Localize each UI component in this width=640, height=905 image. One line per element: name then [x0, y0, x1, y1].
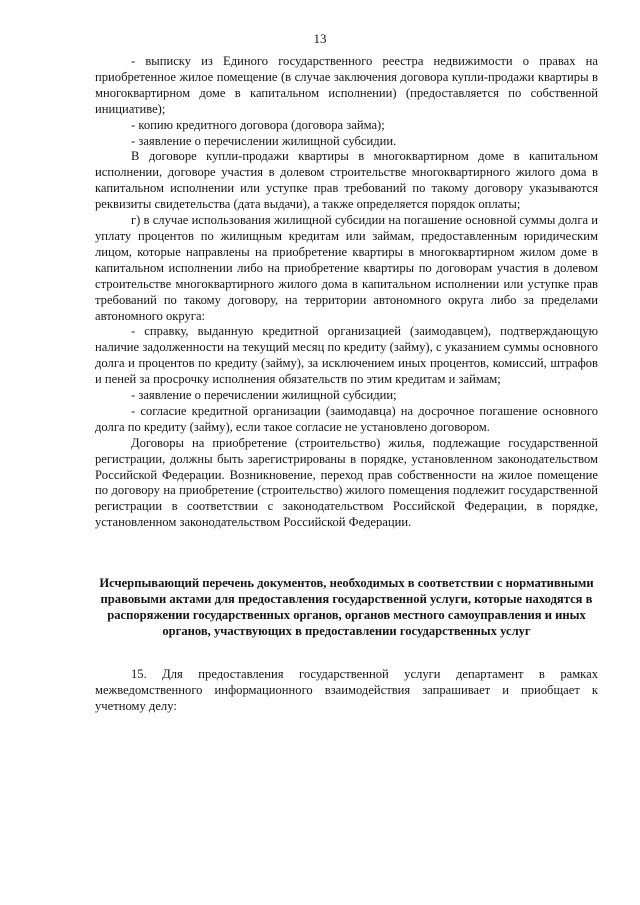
paragraph-lender-consent: - согласие кредитной организации (заимодавца) на досрочное погашение основного долга по кредиту (займу), если такое согласие не установлено договором.	[95, 403, 598, 434]
section-heading: Исчерпывающий перечень документов, необходимых в соответствии с нормативными правовыми актами для предоставления государственной услуги, которые находятся в распоряжении государственных органов, органов местного самоуправления и иных органов, участвующих в предоставлении государственных услуг	[99, 576, 594, 638]
body-text	[95, 54, 598, 531]
paragraph-state-registration: Договоры на приобретение (строительство) жилья, подлежащие государственной регистрации, должны быть зарегистрированы в порядке, установленном законодательством Российской Федерации. Возникновение, переход прав собственности на жилое помещение по договору на приобретение (строительство) жилого помещения подлежит государственной регистрации в соответствии с законодательством Российской Федерации, в порядке, установленном законодательством Российской Федерации.	[95, 435, 598, 530]
paragraph-item-g: г) в случае использования жилищной субсидии на погашение основной суммы долга и уплату процентов по жилищным кредитам или займам, предоставленным юридическим лицом, которые направлены на приобретение квартиры в многоквартирном жилом доме в капитальном исполнении либо на приобретение квартиры по договорам участия в долевом строительстве многоквартирного жилого дома в капитальном исполнении или уступке прав требований по такому договору, на территории автономного округа либо за пределами автономного округа:	[95, 213, 598, 323]
paragraph-subsidy-transfer-application-2: - заявление о перечислении жилищной субсидии;	[131, 388, 397, 403]
paragraph-contract-requisites: В договоре купли-продажи квартиры в многоквартирном доме в капитальном исполнении, договоре участия в долевом строительстве многоквартирного жилого дома в капитальном исполнении или уступке прав требований по такому договору указываются реквизиты свидетельства (дата выдачи), а также определяется порядок оплаты;	[95, 149, 598, 212]
paragraph-lender-certificate: - справку, выданную кредитной организацией (заимодавцем), подтверждающую наличие задолженности на текущий месяц по кредиту (займу), с указанием суммы основного долга и процентов по кредиту (займу), за исключением иных процентов, комиссий, штрафов и пеней за просрочку исполнения обязательств по этим кредитам и займам;	[95, 324, 598, 387]
paragraph-credit-agreement-copy: - копию кредитного договора (договора займа);	[131, 117, 385, 132]
section-15	[95, 667, 598, 715]
paragraph-15: 15. Для предоставления государственной услуги департамент в рамках межведомственного информационного взаимодействия запрашивает и приобщает к учетному делу:	[95, 667, 598, 713]
paragraph-egrn-extract: - выписку из Единого государственного реестра недвижимости о правах на приобретенное жилое помещение (в случае заключения договора купли-продажи квартиры в многоквартирном доме в капитальном исполнении) (предоставляется по собственной инициативе);	[95, 54, 598, 116]
paragraph-subsidy-transfer-application: - заявление о перечислении жилищной субсидии.	[131, 133, 397, 148]
page-number: 13	[313, 31, 327, 46]
